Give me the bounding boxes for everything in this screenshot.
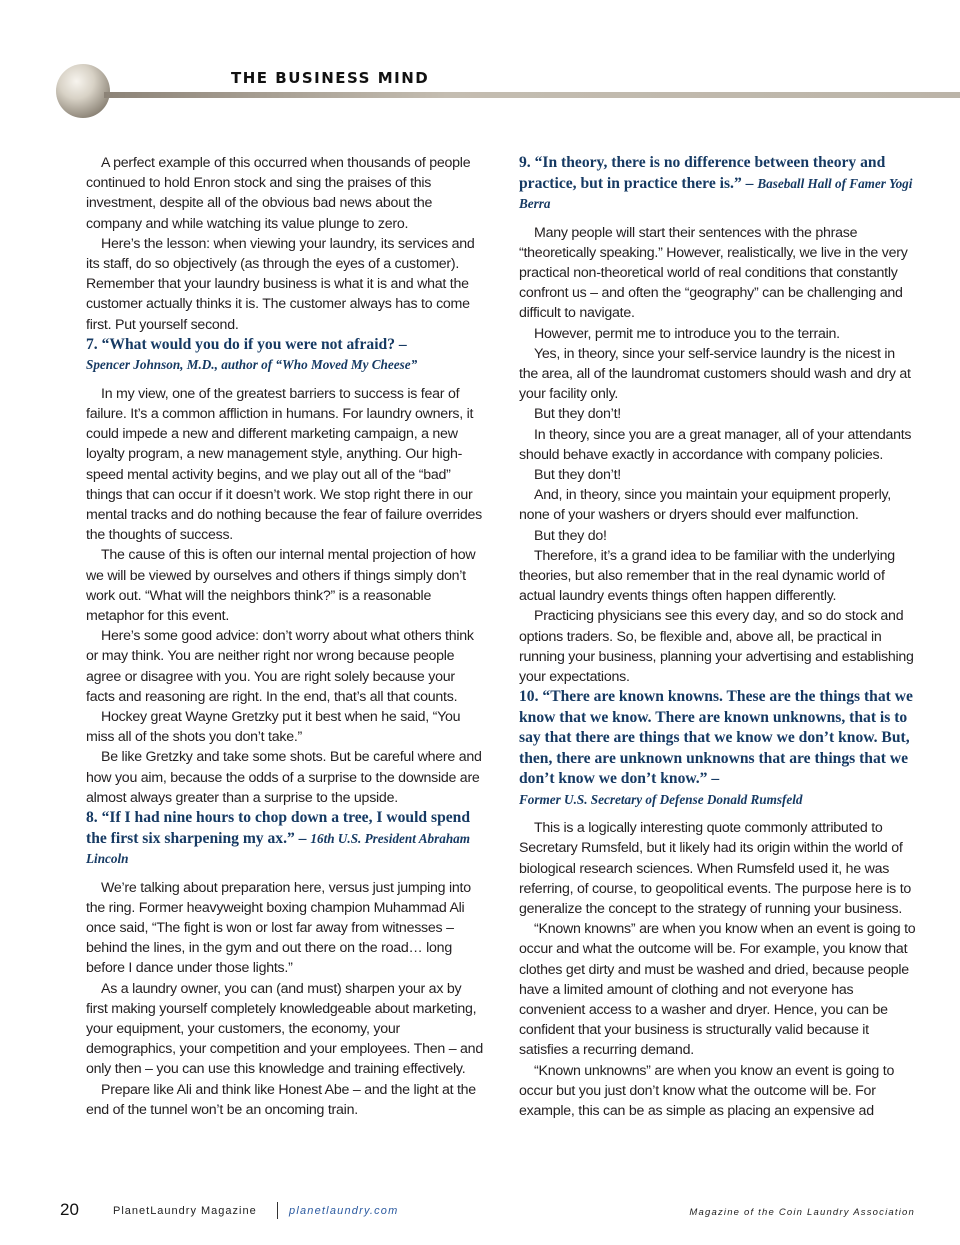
paragraph: Many people will start their sentences with the phrase “theoretically speaking.” However, realistically, we live in the very practical non-theoretical world of real conditions that constantly confront us – and often the “geography” can be challenging and difficult to navigate. — [519, 224, 908, 322]
magazine-name: PlanetLaundry Magazine — [113, 1205, 257, 1217]
page-number: 20 — [60, 1200, 79, 1219]
attribution: Spencer Johnson, M.D., author of “Who Moved My Cheese” — [86, 357, 418, 373]
section-10-heading — [519, 687, 917, 810]
association-tagline: Magazine of the Coin Laundry Association — [689, 1207, 915, 1218]
paragraph: In my view, one of the greatest barriers to success is fear of failure. It’s a common affliction in humans. For laundry owners, it could impede a new and different marketing campaign, a new loyalty program, a new management style, anything. Our high-speed mental activity begins, and we play out all of the “bad” things that can occur if it doesn’t work. We stop right there in our mental tracks and do nothing because the fear of failure overrides the thoughts of success. — [86, 385, 482, 544]
paragraph: This is a logically interesting quote commonly attributed to Secretary Rumsfeld, but it likely had its origin within the world of biological research sciences. When Rumsfeld used it, he was referring, of course, to geopolitical events. The purpose here is to generalize the concept to the strategy of running your business. — [519, 820, 912, 917]
header-rule — [104, 92, 960, 98]
paragraph: Yes, in theory, since your self-service laundry is the nicest in the area, all of the laundromat customers should wash and dry at your facility only. — [519, 345, 911, 403]
section-9-heading — [519, 153, 917, 215]
quote: 10. “There are known knowns. These are the things that we know that we know. There are known unknowns, that is to say that there are things that we know we don’t know. But, then, there are unknown unknowns that are things that we don’t know we don’t know.” – — [519, 688, 913, 788]
paragraph: Therefore, it’s a grand idea to be familiar with the underlying theories, but also remember that in the real dynamic world of actual laundry events things often happen differently. — [519, 547, 895, 605]
paragraph: Be like Gretzky and take some shots. But be careful where and how you aim, because the odds of a surprise to the downside are almost always greater than a surprise to the upside. — [86, 749, 482, 806]
paragraph: A perfect example of this occurred when thousands of people continued to hold Enron stock and sing the praises of this investment, despite all of the obvious bad news about the company and while watching its value plunge to zero. — [86, 155, 471, 232]
paragraph: Prepare like Ali and think like Honest Abe – and the light at the end of the tunnel won’t be an oncoming train. — [86, 1081, 476, 1118]
paragraph: And, in theory, since you maintain your equipment properly, none of your washers or dryers should ever malfunction. — [519, 487, 891, 524]
attribution: Former U.S. Secretary of Defense Donald Rumsfeld — [519, 791, 803, 807]
paragraph: But they don’t! — [534, 466, 621, 483]
website-link[interactable]: planetlaundry.com — [289, 1205, 399, 1217]
quote: 8. “If I had nine hours to chop down a tree, I would spend the first six sharpening my ax.” – — [86, 809, 471, 847]
header-disc-graphic — [56, 64, 110, 118]
paragraph: “Known knowns” are when you know when an event is going to occur and what the outcome will be. For example, you know that clothes get dirty and must be washed and dried, because people have a limited amount of clothing and not everyone has convenient access to a washer and dryer. Hence, you can be confident that your business is structurally valid because it satisfies a recurring demand. — [519, 921, 916, 1059]
quote: 9. “In theory, there is no difference between theory and practice, but in practice there is.” – — [519, 154, 886, 192]
attribution: Baseball Hall of Famer Yogi Berra — [519, 175, 913, 211]
quote: 7. “What would you do if you were not afraid? – — [86, 335, 407, 353]
section-7-heading — [86, 335, 484, 376]
section-8-heading — [86, 808, 484, 870]
paragraph: We’re talking about preparation here, versus just jumping into the ring. Former heavyweight boxing champion Muhammad Ali once said, “The fight is won or lost far away from witnesses – behind the lines, in the gym and out there on the road… long before I dance under those lights.” — [86, 879, 471, 977]
paragraph: But they do! — [534, 527, 607, 544]
paragraph: The cause of this is often our internal mental projection of how we will be viewed by ourselves and others if things simply don’t work out. “What will the neighbors think?” is a reasonable metaphor for this event. — [86, 547, 476, 625]
left-column — [86, 153, 484, 1120]
section-title: THE BUSINESS MIND — [231, 69, 430, 87]
paragraph: Hockey great Wayne Gretzky put it best when he said, “You miss all of the shots you don’t take.” — [86, 709, 461, 746]
paragraph: Here’s the lesson: when viewing your laundry, its services and its staff, do so objectively (as through the eyes of a customer). Remember that your laundry business is what it is and what the customer actually thinks it is. The customer always has to come first. Put yourself second. — [86, 235, 475, 333]
paragraph: However, permit me to introduce you to the terrain. — [534, 325, 840, 342]
paragraph: As a laundry owner, you can (and must) sharpen your ax by first making yourself completely knowledgeable about marketing, your equipment, your customers, the economy, your demographics, your competition and your employees. Then – and only then – you can use this knowledge and training effectively. — [86, 980, 483, 1078]
right-column — [519, 153, 917, 1121]
paragraph: “Known unknowns” are when you know an event is going to occur but you just don’t know what the outcome will be. For example, this can be as simple as placing an expensive ad — [519, 1062, 895, 1120]
attribution: 16th U.S. President Abraham Lincoln — [86, 830, 471, 867]
paragraph: But they don’t! — [534, 406, 621, 423]
paragraph: Practicing physicians see this every day, and so do stock and options traders. So, be flexible and, above all, be practical in running your business, planning your advertising and establishing your expectations. — [519, 608, 914, 685]
paragraph: In theory, since you are a great manager, all of your attendants should behave exactly in accordance with company policies. — [519, 426, 912, 463]
paragraph: Here’s some good advice: don’t worry about what others think or may think. You are neither right nor wrong because people agree or disagree with you. You are right solely because your facts and reasoning are right. In the end, that’s all that counts. — [86, 628, 474, 705]
footer-divider — [277, 1202, 278, 1219]
